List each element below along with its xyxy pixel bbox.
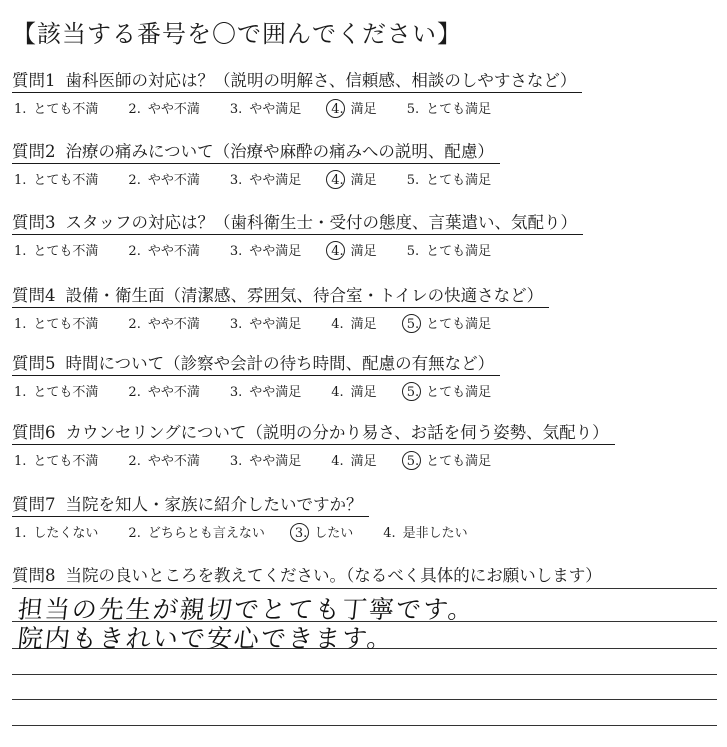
option-label: とても満足 <box>426 244 492 259</box>
option-label: やや満足 <box>249 244 302 259</box>
option-label: やや不満 <box>147 317 200 332</box>
question-number: 質問1 <box>12 71 56 90</box>
option-number: 4. <box>383 526 396 541</box>
option-number: 3. <box>229 454 243 469</box>
option-number: 5. <box>406 102 420 117</box>
option-selected[interactable] <box>329 169 378 188</box>
option-label: とても不満 <box>33 102 99 117</box>
option-label: やや不満 <box>147 102 200 117</box>
option-label: とても不満 <box>33 317 99 332</box>
option-number: 2. <box>128 454 141 469</box>
page-title: 【該当する番号を〇で囲んでください】 <box>12 20 462 48</box>
option-number: 4. <box>331 385 344 400</box>
question-1 <box>12 67 712 117</box>
option-label: 是非したい <box>402 526 468 541</box>
answer-rule <box>12 674 717 675</box>
question-number: 質問6 <box>12 423 56 442</box>
question-6 <box>12 419 712 469</box>
option-number: 1. <box>14 526 27 541</box>
question-heading <box>12 491 369 517</box>
option-label: とても満足 <box>426 102 492 117</box>
option-selected[interactable] <box>405 313 493 332</box>
option[interactable] <box>12 169 100 188</box>
option-selected[interactable] <box>329 240 378 259</box>
option-label: やや満足 <box>249 173 302 188</box>
question-4 <box>12 282 712 332</box>
question-text: 歯科医師の対応は？（説明の明解さ、信頼感、相談のしやすさなど） <box>65 71 577 90</box>
question-text: 時間について（診察や会計の待ち時間、配慮の有無など） <box>65 354 495 373</box>
option-number: 1. <box>14 244 27 259</box>
option-number: 1. <box>14 102 27 117</box>
option-number: 2. <box>128 526 141 541</box>
option[interactable] <box>126 450 201 469</box>
option-label: やや満足 <box>249 317 302 332</box>
option-label: やや満足 <box>249 102 302 117</box>
option[interactable] <box>12 98 100 117</box>
option-number: 2. <box>128 173 141 188</box>
option-number: 5. <box>406 317 420 332</box>
question-number: 質問3 <box>12 213 56 232</box>
handwritten-answer-line: 院内もきれいで安心できます。 <box>16 624 396 653</box>
option-label: やや不満 <box>147 173 200 188</box>
option-number: 5. <box>406 173 420 188</box>
option-row <box>12 381 712 400</box>
option-row <box>12 240 712 259</box>
answer-rule <box>12 725 717 726</box>
option-label: とても満足 <box>426 317 492 332</box>
answer-rule <box>12 699 717 700</box>
option-number: 3. <box>294 526 308 541</box>
question-8-text: 当院の良いところを教えてください。（なるべく具体的にお願いします） <box>65 566 602 585</box>
option[interactable] <box>228 450 303 469</box>
option-number: 1. <box>14 385 27 400</box>
option-row <box>12 450 712 469</box>
question-text: スタッフの対応は？（歯科衛生士・受付の態度、言葉遣い、気配り） <box>65 213 577 232</box>
option-number: 3. <box>229 244 243 259</box>
option[interactable] <box>126 522 266 541</box>
option-number: 5. <box>406 244 420 259</box>
option-label: どちらとも言えない <box>147 526 265 541</box>
option-label: とても不満 <box>33 385 99 400</box>
option-row <box>12 522 712 541</box>
question-number: 質問7 <box>12 495 56 514</box>
question-heading <box>12 419 615 445</box>
option-label: したくない <box>33 526 99 541</box>
option[interactable] <box>126 169 201 188</box>
option-number: 2. <box>128 102 141 117</box>
option-number: 4. <box>331 102 344 117</box>
option[interactable] <box>126 98 201 117</box>
question-text: 設備・衛生面（清潔感、雰囲気、待合室・トイレの快適さなど） <box>65 286 544 305</box>
option-number: 3. <box>229 102 243 117</box>
option[interactable] <box>126 240 201 259</box>
option-label: 満足 <box>350 385 377 400</box>
option[interactable] <box>405 240 493 259</box>
option-label: やや不満 <box>147 244 200 259</box>
question-8-heading <box>12 562 608 587</box>
option-row <box>12 313 712 332</box>
option-label: したい <box>314 526 354 541</box>
option-number: 4. <box>331 173 344 188</box>
option[interactable] <box>329 313 378 332</box>
option[interactable] <box>12 450 100 469</box>
option-label: とても満足 <box>426 385 492 400</box>
option[interactable] <box>381 522 469 541</box>
option-row <box>12 169 712 188</box>
option-row <box>12 98 712 117</box>
option-number: 2. <box>128 317 141 332</box>
option-label: やや満足 <box>249 454 302 469</box>
question-heading <box>12 350 500 376</box>
question-text: カウンセリングについて（説明の分かり易さ、お話を伺う姿勢、気配り） <box>65 423 609 442</box>
option-label: とても不満 <box>33 173 99 188</box>
option-number: 5. <box>406 454 420 469</box>
question-text: 当院を知人・家族に紹介したいですか？ <box>65 495 363 514</box>
option-number: 3. <box>229 317 243 332</box>
option-selected[interactable] <box>405 450 493 469</box>
option[interactable] <box>228 98 303 117</box>
option[interactable] <box>228 313 303 332</box>
question-heading <box>12 282 549 308</box>
option-label: とても満足 <box>426 454 492 469</box>
option-number: 5. <box>406 385 420 400</box>
option-selected[interactable] <box>329 98 378 117</box>
option-label: 満足 <box>350 244 377 259</box>
option-number: 4. <box>331 244 344 259</box>
option-number: 3. <box>229 173 243 188</box>
question-heading <box>12 67 582 93</box>
question-8-number: 質問8 <box>12 566 56 585</box>
question-number: 質問2 <box>12 142 56 161</box>
option-label: とても不満 <box>33 454 99 469</box>
question-3 <box>12 209 712 259</box>
option[interactable] <box>329 450 378 469</box>
option-number: 3. <box>229 385 243 400</box>
question-2 <box>12 138 712 188</box>
option-number: 4. <box>331 454 344 469</box>
question-7 <box>12 491 712 541</box>
question-5 <box>12 350 712 400</box>
option[interactable] <box>405 98 493 117</box>
option[interactable] <box>405 169 493 188</box>
option-label: 満足 <box>350 454 377 469</box>
option-number: 1. <box>14 317 27 332</box>
option-label: やや満足 <box>249 385 302 400</box>
question-heading <box>12 209 583 235</box>
option[interactable] <box>12 522 100 541</box>
question-number: 質問4 <box>12 286 56 305</box>
option-selected[interactable] <box>405 381 493 400</box>
option-label: やや不満 <box>147 454 200 469</box>
option[interactable] <box>329 381 378 400</box>
option[interactable] <box>126 381 201 400</box>
option-selected[interactable] <box>293 522 355 541</box>
option-label: とても不満 <box>33 244 99 259</box>
answer-rule <box>12 588 717 589</box>
option-number: 1. <box>14 454 27 469</box>
option[interactable] <box>228 240 303 259</box>
question-heading <box>12 138 500 164</box>
option-number: 4. <box>331 317 344 332</box>
option-label: とても満足 <box>426 173 492 188</box>
option[interactable] <box>228 381 303 400</box>
option[interactable] <box>228 169 303 188</box>
question-number: 質問5 <box>12 354 56 373</box>
option[interactable] <box>12 381 100 400</box>
handwritten-answer-line: 担当の先生が親切でとても丁寧です。 <box>16 595 477 624</box>
option-number: 1. <box>14 173 27 188</box>
option-label: 満足 <box>350 317 377 332</box>
option-number: 2. <box>128 244 141 259</box>
option[interactable] <box>12 313 100 332</box>
question-text: 治療の痛みについて（治療や麻酔の痛みへの説明、配慮） <box>65 142 494 161</box>
question-8 <box>12 562 712 587</box>
option-number: 2. <box>128 385 141 400</box>
option-label: 満足 <box>350 173 377 188</box>
option-label: 満足 <box>350 102 377 117</box>
option[interactable] <box>126 313 201 332</box>
option[interactable] <box>12 240 100 259</box>
option-label: やや不満 <box>147 385 200 400</box>
